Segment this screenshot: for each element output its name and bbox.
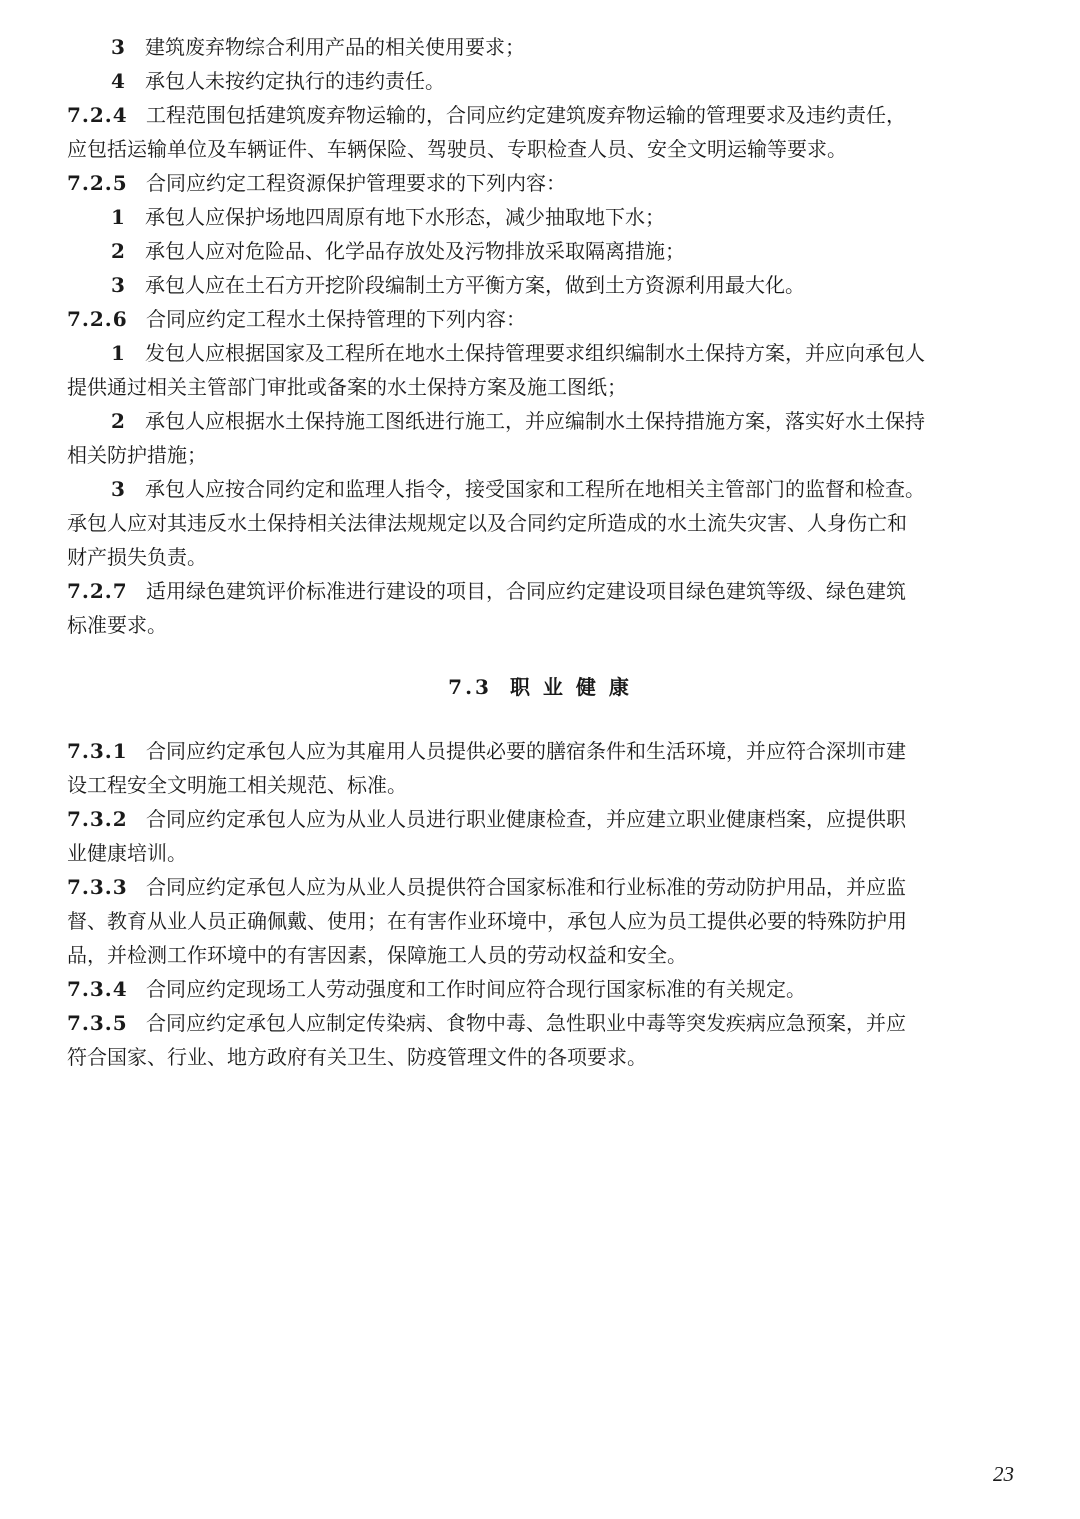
- item-continuation: 财产损失负责。: [67, 545, 207, 569]
- section-number: 7.3: [448, 675, 492, 699]
- item-continuation: 承包人应对其违反水土保持相关法律法规规定以及合同约定所造成的水土流失灾害、人身伤亡和: [67, 511, 907, 535]
- item-number: 2: [111, 239, 125, 263]
- item-text: 建筑废弃物综合利用产品的相关使用要求；: [145, 35, 525, 59]
- list-item: [67, 30, 1013, 64]
- clause-continuation: 业健康培训。: [67, 841, 187, 865]
- clause-text: 合同应约定工程水土保持管理的下列内容：: [146, 307, 526, 331]
- list-item: [67, 404, 1013, 438]
- item-text: 承包人应保护场地四周原有地下水形态，减少抽取地下水；: [145, 205, 665, 229]
- clause-text: 合同应约定承包人应为其雇用人员提供必要的膳宿条件和生活环境，并应符合深圳市建: [146, 739, 906, 763]
- list-item: [67, 200, 1013, 234]
- clause-continuation: 品，并检测工作环境中的有害因素，保障施工人员的劳动权益和安全。: [67, 943, 687, 967]
- list-item: [67, 64, 1013, 98]
- item-number: 1: [111, 341, 125, 365]
- item-text: 发包人应根据国家及工程所在地水土保持管理要求组织编制水土保持方案，并应向承包人: [145, 341, 925, 365]
- section-heading: [67, 670, 1013, 704]
- clause-7-2-7: [67, 574, 1013, 608]
- list-item: [67, 472, 1013, 506]
- clause-text: 合同应约定承包人应为从业人员进行职业健康检查，并应建立职业健康档案，应提供职: [146, 807, 906, 831]
- clause-number: 7.3.3: [67, 875, 128, 899]
- section-title-text: 职 业 健 康: [509, 675, 632, 699]
- clause-number: 7.2.6: [67, 307, 128, 331]
- clause-continuation: 标准要求。: [67, 613, 167, 637]
- clause-number: 7.2.5: [67, 171, 128, 195]
- clause-text: 合同应约定工程资源保护管理要求的下列内容：: [146, 171, 566, 195]
- item-text: 承包人应按合同约定和监理人指令，接受国家和工程所在地相关主管部门的监督和检查。: [145, 477, 925, 501]
- clause-continuation: 应包括运输单位及车辆证件、车辆保险、驾驶员、专职检查人员、安全文明运输等要求。: [67, 137, 847, 161]
- item-continuation: 提供通过相关主管部门审批或备案的水土保持方案及施工图纸；: [67, 375, 627, 399]
- item-number: 1: [111, 205, 125, 229]
- item-text: 承包人未按约定执行的违约责任。: [145, 69, 445, 93]
- clause-text: 合同应约定现场工人劳动强度和工作时间应符合现行国家标准的有关规定。: [146, 977, 806, 1001]
- clause-7-3-3: [67, 870, 1013, 904]
- clause-number: 7.2.7: [67, 579, 128, 603]
- clause-7-3-2: [67, 802, 1013, 836]
- clause-7-2-4: [67, 98, 1013, 132]
- clause-continuation: 符合国家、行业、地方政府有关卫生、防疫管理文件的各项要求。: [67, 1045, 647, 1069]
- clause-7-2-5: [67, 166, 1013, 200]
- clause-number: 7.2.4: [67, 103, 128, 127]
- item-number: 4: [111, 69, 125, 93]
- item-number: 3: [111, 35, 125, 59]
- item-text: 承包人应对危险品、化学品存放处及污物排放采取隔离措施；: [145, 239, 685, 263]
- clause-number: 7.3.2: [67, 807, 128, 831]
- item-continuation: 相关防护措施；: [67, 443, 207, 467]
- item-text: 承包人应根据水土保持施工图纸进行施工，并应编制水土保持措施方案，落实好水土保持: [145, 409, 925, 433]
- item-number: 3: [111, 477, 125, 501]
- clause-7-3-5: [67, 1006, 1013, 1040]
- clause-number: 7.3.4: [67, 977, 128, 1001]
- clause-number: 7.3.1: [67, 739, 128, 763]
- clause-text: 合同应约定承包人应为从业人员提供符合国家标准和行业标准的劳动防护用品，并应监: [146, 875, 906, 899]
- item-number: 3: [111, 273, 125, 297]
- list-item: [67, 234, 1013, 268]
- clause-text: 适用绿色建筑评价标准进行建设的项目，合同应约定建设项目绿色建筑等级、绿色建筑: [146, 579, 906, 603]
- clause-text: 工程范围包括建筑废弃物运输的，合同应约定建筑废弃物运输的管理要求及违约责任，: [146, 103, 906, 127]
- clause-7-2-6: [67, 302, 1013, 336]
- document-body: [67, 30, 1013, 1074]
- list-item: [67, 336, 1013, 370]
- list-item: [67, 268, 1013, 302]
- item-text: 承包人应在土石方开挖阶段编制土方平衡方案，做到土方资源利用最大化。: [145, 273, 805, 297]
- item-number: 2: [111, 409, 125, 433]
- clause-number: 7.3.5: [67, 1011, 128, 1035]
- clause-7-3-1: [67, 734, 1013, 768]
- clause-text: 合同应约定承包人应制定传染病、食物中毒、急性职业中毒等突发疾病应急预案，并应: [146, 1011, 906, 1035]
- clause-continuation: 设工程安全文明施工相关规范、标准。: [67, 773, 407, 797]
- page-number: 23: [993, 1462, 1014, 1486]
- clause-continuation: 督、教育从业人员正确佩戴、使用；在有害作业环境中，承包人应为员工提供必要的特殊防护用: [67, 909, 907, 933]
- clause-7-3-4: [67, 972, 1013, 1006]
